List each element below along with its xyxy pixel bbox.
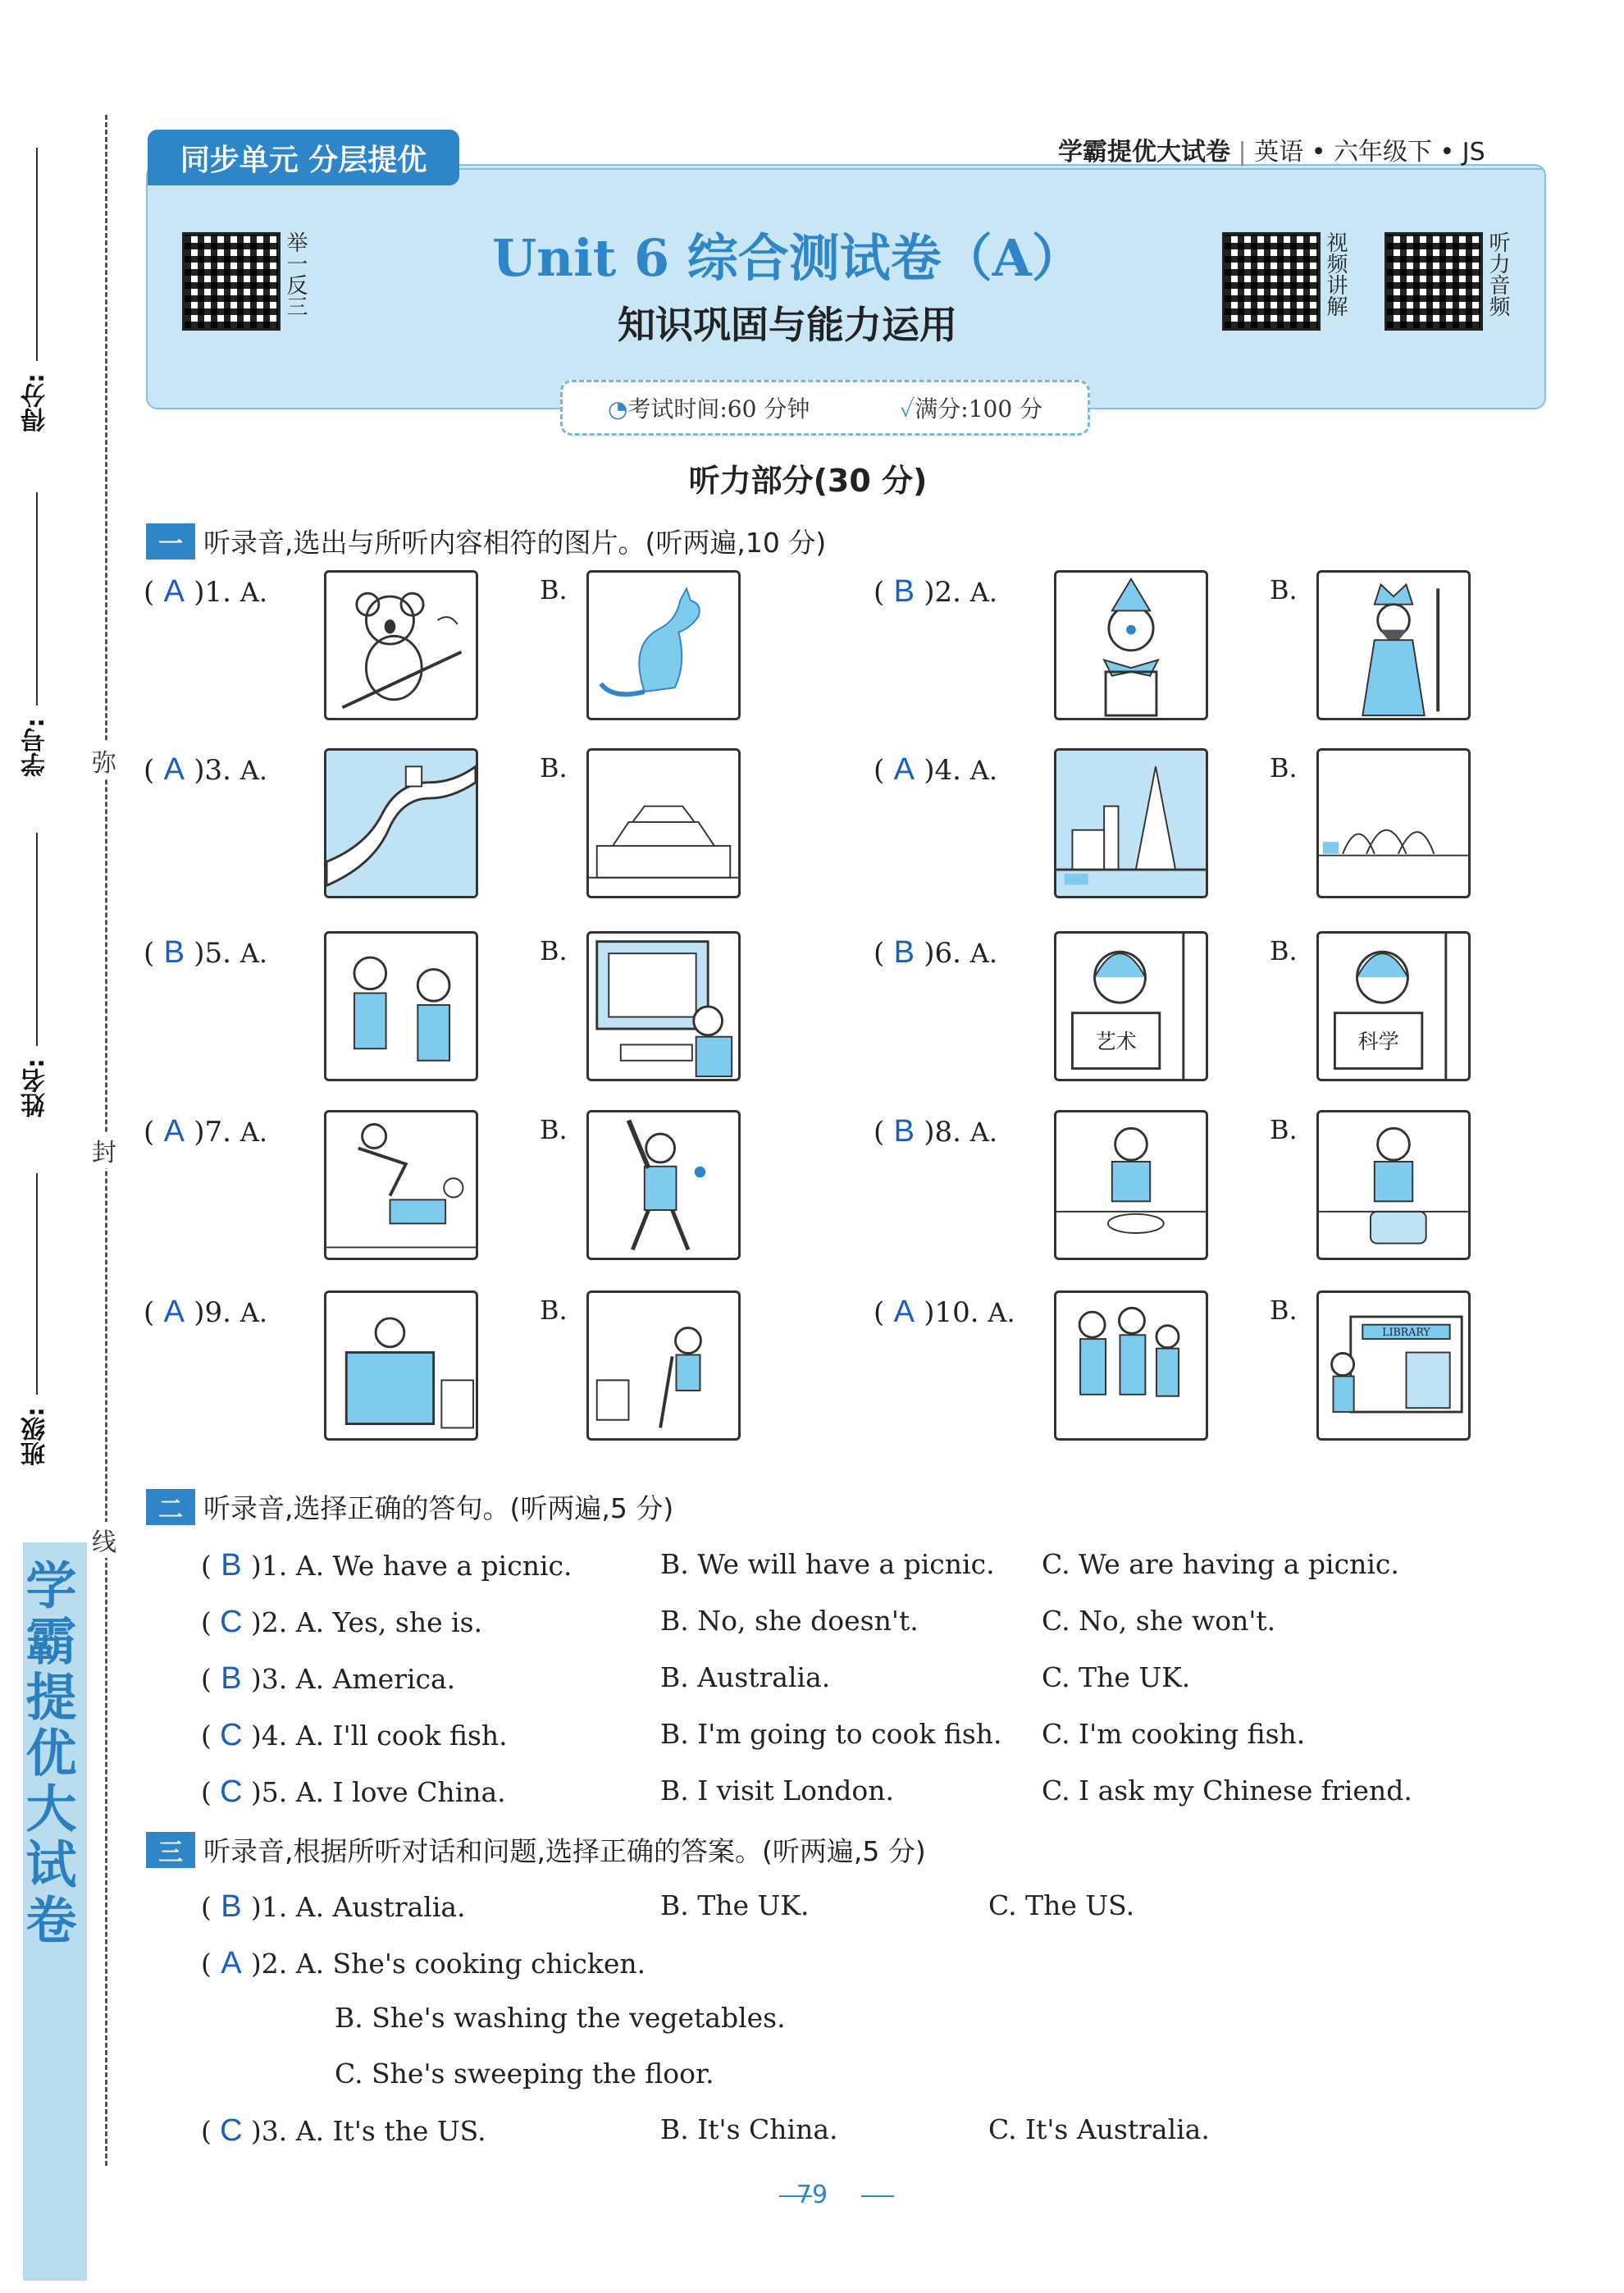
s2-answer-4[interactable]: C [220, 1718, 243, 1752]
s3-q1-option-c: C. The US. [988, 1889, 1135, 1921]
s1-question-number: 5 [204, 937, 223, 970]
s2-option-a: A. We have a picnic. [295, 1550, 573, 1582]
s1-question-9: ( A )9. A. [144, 1295, 268, 1329]
s2-answer-5[interactable]: C [220, 1775, 243, 1809]
s2-option-b: B. Australia. [660, 1661, 831, 1693]
section1-number: 一 [146, 523, 195, 560]
series-name: 学霸提优大试卷 [1058, 138, 1230, 167]
s1-q4-picture-a-london[interactable] [1054, 748, 1208, 898]
score-line [36, 148, 38, 361]
binding-char-2: 封 [92, 1132, 116, 1168]
name-label: 姓名: [21, 1058, 50, 1117]
s1-question-number: 2 [934, 576, 953, 609]
s1-q1-picture-b-kangaroo[interactable] [586, 570, 741, 720]
binding-char-1: 弥 [92, 742, 116, 779]
s3-question-1: ( B )1. A. Australia. [201, 1889, 466, 1924]
s1-question-1: ( A )1. A. [144, 574, 268, 609]
binding-char-3: 线 [92, 1522, 116, 1558]
section2-number: 二 [146, 1489, 195, 1525]
option-b-label: B. [1270, 1295, 1298, 1326]
s2-option-b: B. I'm going to cook fish. [660, 1718, 1002, 1750]
section3-number: 三 [146, 1832, 195, 1868]
option-b-label: B. [540, 1295, 568, 1326]
s3-q3-option-b: B. It's China. [660, 2113, 838, 2145]
option-a-label: A. [969, 577, 998, 608]
qr-code-left[interactable] [182, 232, 281, 331]
option-b-label: B. [1270, 935, 1298, 966]
series-info: 学霸提优大试卷 | 英语 • 六年级下 • JS [1058, 138, 1485, 167]
s2-question-1: ( B )1. A. We have a picnic. [201, 1548, 573, 1583]
option-a-label: A. [969, 1117, 998, 1148]
s1-question-7: ( A )7. A. [144, 1114, 268, 1149]
s1-answer-3[interactable]: A [163, 752, 185, 787]
s1-answer-6[interactable]: B [893, 935, 915, 970]
option-b-label: B. [1270, 1114, 1298, 1145]
s1-question-3: ( A )3. A. [144, 752, 268, 787]
option-a-label: A. [969, 938, 998, 969]
s1-q1-picture-a-koala[interactable] [324, 570, 478, 720]
page-subtitle: 知识巩固与能力运用 [618, 303, 957, 347]
page-title: Unit 6 综合测试卷（A） [492, 228, 1083, 288]
s2-question-5: ( C )5. A. I love China. [201, 1775, 506, 1809]
class-line [36, 1173, 38, 1395]
section2-instruction: 听录音,选择正确的答句。(听两遍,5 分) [203, 1492, 674, 1524]
svg-text:艺术: 艺术 [1095, 1030, 1137, 1054]
s3-q2-option-b: B. She's washing the vegetables. [335, 2002, 786, 2034]
full-score: ✓满分:100 分 [900, 395, 1043, 423]
s3-question-3: ( C )3. A. It's the US. [201, 2113, 486, 2148]
s1-question-number: 8 [934, 1116, 953, 1149]
listening-part-title: 听力部分(30 分) [688, 463, 928, 499]
s1-question-number: 1 [204, 576, 223, 609]
page-number: 79 [796, 2181, 828, 2209]
qr-left-label: 举一反三 [283, 231, 308, 317]
s2-answer-3[interactable]: B [221, 1661, 242, 1696]
s2-answer-2[interactable]: C [220, 1605, 243, 1639]
s1-answer-10[interactable]: A [893, 1295, 915, 1329]
s1-question-8: ( B )8. A. [874, 1114, 998, 1149]
s3-q2-option-c: C. She's sweeping the floor. [335, 2058, 714, 2090]
s1-q6-picture-b-girl-reading-science-book[interactable] [1316, 931, 1471, 1081]
s2-question-number: 2 [261, 1606, 279, 1638]
s1-q8-picture-b-girl-decorating-cake[interactable] [1316, 1110, 1471, 1260]
svg-text:LIBRARY: LIBRARY [1382, 1326, 1430, 1339]
check-icon: ✓ [900, 395, 915, 423]
section1-instruction: 听录音,选出与所听内容相符的图片。(听两遍,10 分) [203, 527, 827, 559]
s1-q5-picture-b-boy-at-computer[interactable] [586, 931, 741, 1081]
s3-question-2: ( A )2. A. She's cooking chicken. [201, 1946, 646, 1980]
s3-answer-3[interactable]: C [220, 2113, 243, 2148]
s1-q10-picture-b-library[interactable] [1316, 1290, 1471, 1441]
s2-question-3: ( B )3. A. America. [201, 1661, 456, 1696]
exam-info [560, 380, 1090, 436]
s1-question-4: ( A )4. A. [874, 752, 998, 787]
s2-option-c: C. I ask my Chinese friend. [1042, 1775, 1412, 1807]
header-rule [459, 168, 1542, 170]
s2-option-c: C. No, she won't. [1042, 1605, 1276, 1637]
side-strip-text: 学霸提优大试卷 [17, 1559, 77, 1949]
s2-question-number: 5 [261, 1776, 279, 1808]
s2-option-b: B. We will have a picnic. [660, 1548, 995, 1580]
s1-answer-4[interactable]: A [893, 752, 915, 787]
s2-question-number: 1 [261, 1550, 279, 1582]
qr-code-right[interactable] [1385, 232, 1483, 331]
series-grade: 英语 • 六年级下 • JS [1254, 138, 1485, 167]
s3-answer-1[interactable]: B [221, 1889, 242, 1924]
s1-question-number: 3 [204, 754, 223, 787]
s1-answer-9[interactable]: A [163, 1295, 185, 1329]
option-b-label: B. [540, 1114, 568, 1145]
s1-q9-picture-a-folding-clothes[interactable] [324, 1290, 478, 1441]
s1-answer-1[interactable]: A [163, 574, 185, 609]
section-tag: 同步单元 分层提优 [148, 130, 459, 185]
option-a-label: A. [239, 1297, 268, 1328]
class-label: 班级: [21, 1407, 50, 1466]
number-label: 学号: [21, 718, 50, 777]
name-line [36, 833, 38, 1046]
s1-question-10: ( A )10. A. [874, 1295, 1015, 1329]
page-number-dash-right [861, 2195, 894, 2197]
s2-question-number: 4 [261, 1720, 279, 1752]
s1-question-2: ( B )2. A. [874, 574, 998, 609]
s1-answer-2[interactable]: B [893, 574, 915, 609]
s1-q5-picture-a-two-boys-talking[interactable] [324, 931, 478, 1081]
s1-answer-5[interactable]: B [163, 935, 185, 970]
s1-question-number: 6 [934, 937, 953, 970]
option-a-label: A. [239, 755, 268, 786]
option-a-label: A. [239, 938, 268, 969]
s1-q2-picture-b-king[interactable] [1316, 570, 1471, 720]
s3-option-a: A. Australia. [295, 1891, 466, 1923]
s2-question-number: 3 [261, 1663, 279, 1695]
s2-option-c: C. We are having a picnic. [1042, 1548, 1399, 1580]
s1-q10-picture-a-hiking-family[interactable] [1054, 1290, 1208, 1441]
option-a-label: A. [988, 1297, 1015, 1328]
clock-icon: ◔ [607, 395, 628, 423]
exam-time: ◔考试时间:60 分钟 [607, 395, 810, 423]
s1-question-5: ( B )5. A. [144, 935, 268, 970]
s1-q7-picture-a-playing-football[interactable] [324, 1110, 478, 1260]
s2-option-b: B. I visit London. [660, 1775, 894, 1807]
s1-q3-picture-b-temple[interactable] [586, 748, 741, 898]
s3-q2-option-a: A. She's cooking chicken. [295, 1948, 646, 1980]
option-a-label: A. [969, 755, 998, 786]
svg-text:科学: 科学 [1357, 1030, 1399, 1054]
s1-question-number: 7 [204, 1116, 223, 1149]
s2-option-a: A. I love China. [295, 1776, 506, 1808]
option-b-label: B. [540, 574, 568, 605]
s1-answer-8[interactable]: B [893, 1114, 915, 1149]
option-a-label: A. [239, 577, 268, 608]
s1-q3-picture-a-great-wall[interactable] [324, 748, 478, 898]
option-b-label: B. [1270, 574, 1298, 605]
s1-q8-picture-a-girl-making-cake[interactable] [1054, 1110, 1208, 1260]
s3-answer-2[interactable]: A [221, 1946, 242, 1980]
s2-question-2: ( C )2. A. Yes, she is. [201, 1605, 483, 1639]
s2-option-a: A. America. [295, 1663, 456, 1695]
s2-answer-1[interactable]: B [221, 1548, 242, 1583]
s1-q4-picture-b-sydney-opera-house[interactable] [1316, 748, 1471, 898]
s2-option-a: A. I'll cook fish. [295, 1720, 508, 1752]
option-a-label: A. [239, 1117, 268, 1148]
s2-option-b: B. No, she doesn't. [660, 1605, 919, 1637]
s2-option-c: C. I'm cooking fish. [1042, 1718, 1306, 1750]
s1-q9-picture-b-sweeping-floor[interactable] [586, 1290, 741, 1441]
s2-option-c: C. The UK. [1042, 1661, 1191, 1693]
s1-question-number: 10 [934, 1296, 970, 1329]
s3-q1-option-b: B. The UK. [660, 1889, 810, 1921]
section3-instruction: 听录音,根据所听对话和问题,选择正确的答案。(听两遍,5 分) [203, 1835, 926, 1867]
s2-option-a: A. Yes, she is. [295, 1606, 483, 1638]
option-b-label: B. [540, 935, 568, 966]
s1-q6-picture-a-girl-reading-art-book[interactable] [1054, 931, 1208, 1081]
qr-middle-label: 视频讲解 [1323, 231, 1348, 317]
number-line [36, 492, 38, 706]
score-label: 得分: [21, 373, 50, 432]
s3-q3-option-c: C. It's Australia. [988, 2113, 1210, 2145]
option-b-label: B. [540, 752, 568, 783]
s3-q3-option-a: A. It's the US. [295, 2115, 486, 2147]
qr-right-label: 听力音频 [1485, 231, 1510, 317]
option-b-label: B. [1270, 752, 1298, 783]
s1-question-number: 4 [934, 754, 953, 787]
s1-answer-7[interactable]: A [163, 1114, 185, 1149]
s2-question-4: ( C )4. A. I'll cook fish. [201, 1718, 508, 1752]
s1-question-6: ( B )6. A. [874, 935, 998, 970]
s1-q2-picture-a-clown[interactable] [1054, 570, 1208, 720]
s1-q7-picture-b-playing-baseball[interactable] [586, 1110, 741, 1260]
s1-question-number: 9 [204, 1296, 223, 1329]
